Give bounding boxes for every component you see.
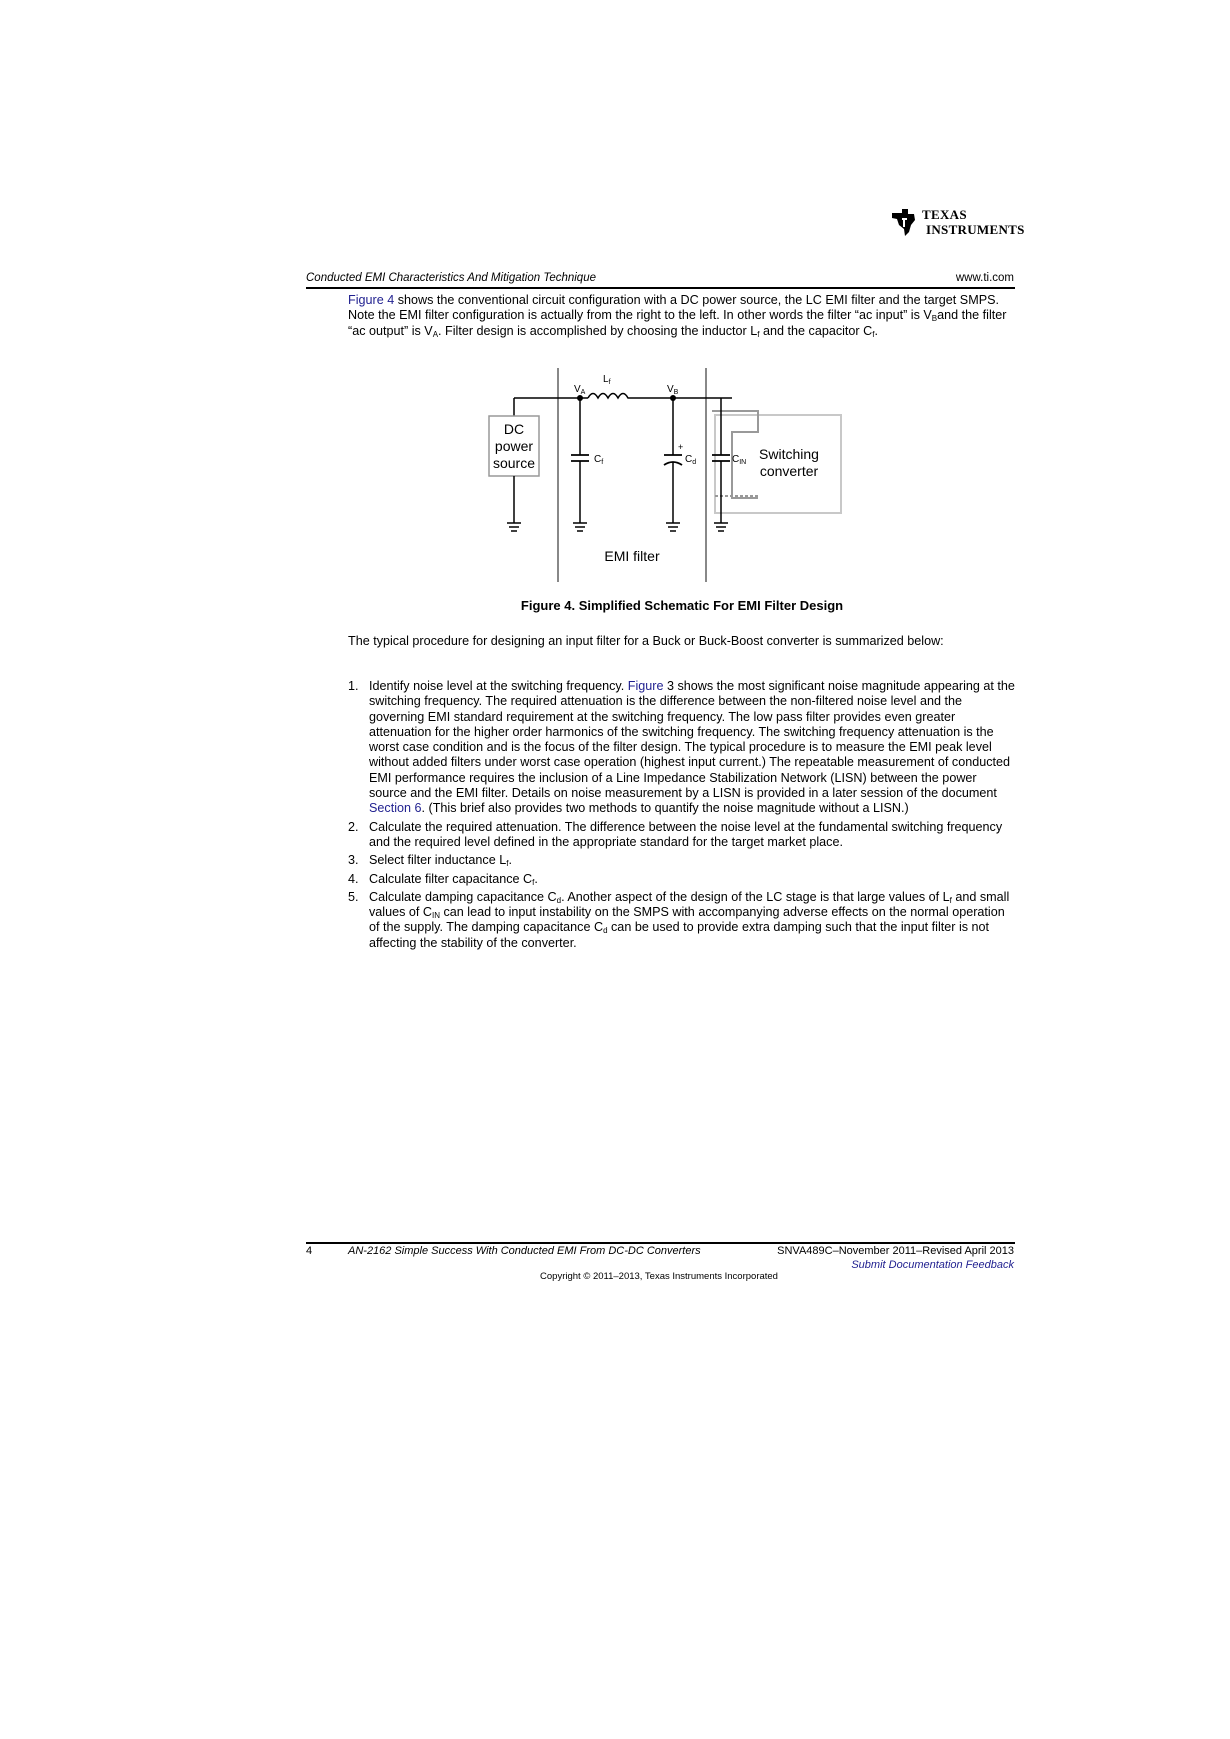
dc-label-2: power xyxy=(494,438,534,454)
label-lf: $L_f$ xyxy=(603,374,611,386)
procedure-list xyxy=(348,679,1016,954)
header-title: Conducted EMI Characteristics And Mitigation Technique xyxy=(306,272,596,284)
label-cf: $C_f$ xyxy=(594,454,604,466)
figure-caption: Figure 4. Simplified Schematic For EMI Filter Design xyxy=(520,598,844,613)
list-item: 4. Calculate filter capacitance $C_f$. xyxy=(348,871,538,887)
label-cd-plus: + xyxy=(678,442,684,452)
ti-logo-icon xyxy=(888,205,922,239)
ground-icon xyxy=(666,523,680,531)
label-vb: $V_B$ xyxy=(667,384,679,396)
emi-filter-label: EMI filter xyxy=(604,548,660,564)
label-cin: $C_{IN}$ xyxy=(732,454,747,466)
inductor-lf xyxy=(588,394,630,399)
logo-line2: INSTRUMENTS xyxy=(926,222,1025,237)
emi-filter-schematic xyxy=(480,368,860,586)
label-va: $V_A$ xyxy=(574,384,586,396)
copyright: Copyright © 2011–2013, Texas Instruments Incorporated xyxy=(540,1271,778,1282)
logo-line1: TEXAS xyxy=(922,207,967,222)
ground-icon xyxy=(714,523,728,531)
converter-label-2: converter xyxy=(759,463,819,479)
dc-label-3: source xyxy=(492,455,536,471)
page-number: 4 xyxy=(306,1245,313,1257)
schematic-svg xyxy=(480,368,860,586)
figure-3-link[interactable]: Figure xyxy=(627,679,664,693)
section-6-link[interactable]: Section 6 xyxy=(369,801,422,816)
intro-paragraph: Figure 4 shows the conventional circuit configuration with a DC power source, the LC EMI filter and the target SMPS. Note the EMI filter configuration is actually from the right to the left. In other words the filter “ac input” is $V_Band$ the filter “ac output” is $V_A$. Filter design is accomplished by choosing the inductor $L_f$ and the capacitor $C_f$. xyxy=(348,293,1007,339)
feedback-link[interactable]: Submit Documentation Feedback xyxy=(851,1259,1014,1271)
procedure-intro: The typical procedure for designing an input filter for a Buck or Buck-Boost converter is summarized below: xyxy=(348,634,944,648)
dc-label-1: DC xyxy=(503,421,525,437)
list-item: 1. Identify noise level at the switching frequency. Figure 3 shows the most significant noise magnitude appearing at the switching frequency. The required attenuation is the difference between the non-filtered noise level and the governing EMI standard requirement at the switching frequency. The low pass filter provides even greater attenuation for the higher order harmonics of the switching frequency. The switching frequency attenuation is the worst case condition and is the focus of the filter design. The typical procedure is to measure the EMI peak level without added filters under worst case operation (highest input current.) The repeatable measurement of conducted EMI performance requires the inclusion of a Line Impedance Stabilization Network (LISN) between the power source and the EMI filter. Details on noise measurement by a LISN is provided in a later session of the document Section 6. (This brief also provides two methods to quantify the noise magnitude without a LISN.) xyxy=(348,679,1015,816)
converter-label-1: Switching xyxy=(759,446,819,462)
ti-logo-text xyxy=(922,207,1025,237)
list-item: 5. Calculate damping capacitance $C_d$. Another aspect of the design of the LC stage is that large values of $L_f$ and small values of $C_{IN}$ can lead to input instability on the SMPS with accompanying adverse effects on the normal operation of the supply. The damping capacitance $C_d$ can be used to provide extra damping such that the input filter is not affecting the stability of the converter. xyxy=(348,889,1010,950)
footer-rule xyxy=(306,1242,1015,1244)
ti-logo xyxy=(888,205,1025,241)
header-url[interactable]: www.ti.com xyxy=(955,272,1014,284)
footer-doc-id: SNVA489C–November 2011–Revised April 2013 xyxy=(777,1245,1014,1257)
ground-icon xyxy=(507,523,521,531)
list-item: 3. Select filter inductance $L_f$. xyxy=(348,853,512,869)
figure-4-link[interactable]: Figure 4 xyxy=(348,293,395,307)
ground-icon xyxy=(573,523,587,531)
list-item: 2. Calculate the required attenuation. The difference between the noise level at the fundamental switching frequency and the required level defined in the appropriate standard for the target market place. xyxy=(348,819,1003,849)
label-cd: $C_d$ xyxy=(685,454,697,466)
header-rule xyxy=(306,287,1015,289)
footer-doc-title: AN-2162 Simple Success With Conducted EMI From DC-DC Converters xyxy=(348,1245,701,1257)
